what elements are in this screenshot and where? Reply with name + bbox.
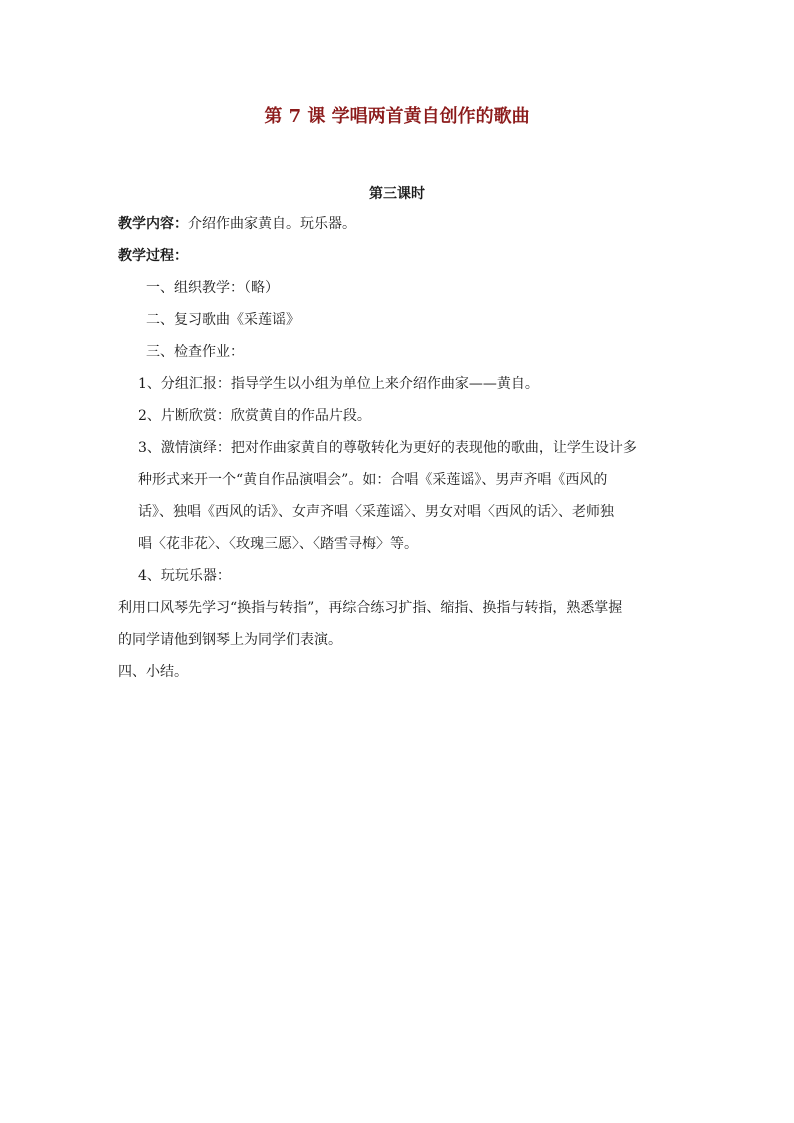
item-perform-line-4: 唱〈花非花〉、〈玫瑰三愿〉、〈踏雪寻梅〉等。 xyxy=(138,536,418,552)
step-check: 三、检查作业： xyxy=(146,344,244,360)
content-text: 介绍作曲家黄自。玩乐器。 xyxy=(188,216,356,232)
item-instruments: 4、玩玩乐器： xyxy=(138,568,231,584)
step-organize: 一、组织教学：（略） xyxy=(146,280,279,296)
step-review: 二、复习歌曲《采莲谣》 xyxy=(146,312,300,328)
content-line xyxy=(118,214,356,234)
paragraph-line-1: 利用口风琴先学习“换指与转指”，再综合练习扩指、缩指、换指与转指，熟悉掌握 xyxy=(118,600,623,616)
summary-line: 四、小结。 xyxy=(118,664,188,680)
item-group-report: 1、分组汇报：指导学生以小组为单位上来介绍作曲家——黄自。 xyxy=(138,376,539,392)
item-perform-line-2: 种形式来开一个“黄自作品演唱会”。如：合唱《采莲谣》、男声齐唱《西风的 xyxy=(138,472,608,488)
item-perform-line-1: 3、激情演绎：把对作曲家黄自的尊敬转化为更好的表现他的歌曲，让学生设计多 xyxy=(138,440,637,456)
process-label: 教学过程： xyxy=(118,248,188,264)
item-perform-line-3: 话》、独唱《西风的话》、女声齐唱〈采莲谣〉、男女对唱〈西风的话〉、老师独 xyxy=(138,504,614,520)
lesson-subtitle: 第三课时 xyxy=(369,186,425,202)
content-label: 教学内容： xyxy=(118,216,188,232)
lesson-title: 第 7 课 学唱两首黄自创作的歌曲 xyxy=(264,106,530,127)
paragraph-line-2: 的同学请他到钢琴上为同学们表演。 xyxy=(118,632,342,648)
item-excerpt: 2、片断欣赏：欣赏黄自的作品片段。 xyxy=(138,408,371,424)
